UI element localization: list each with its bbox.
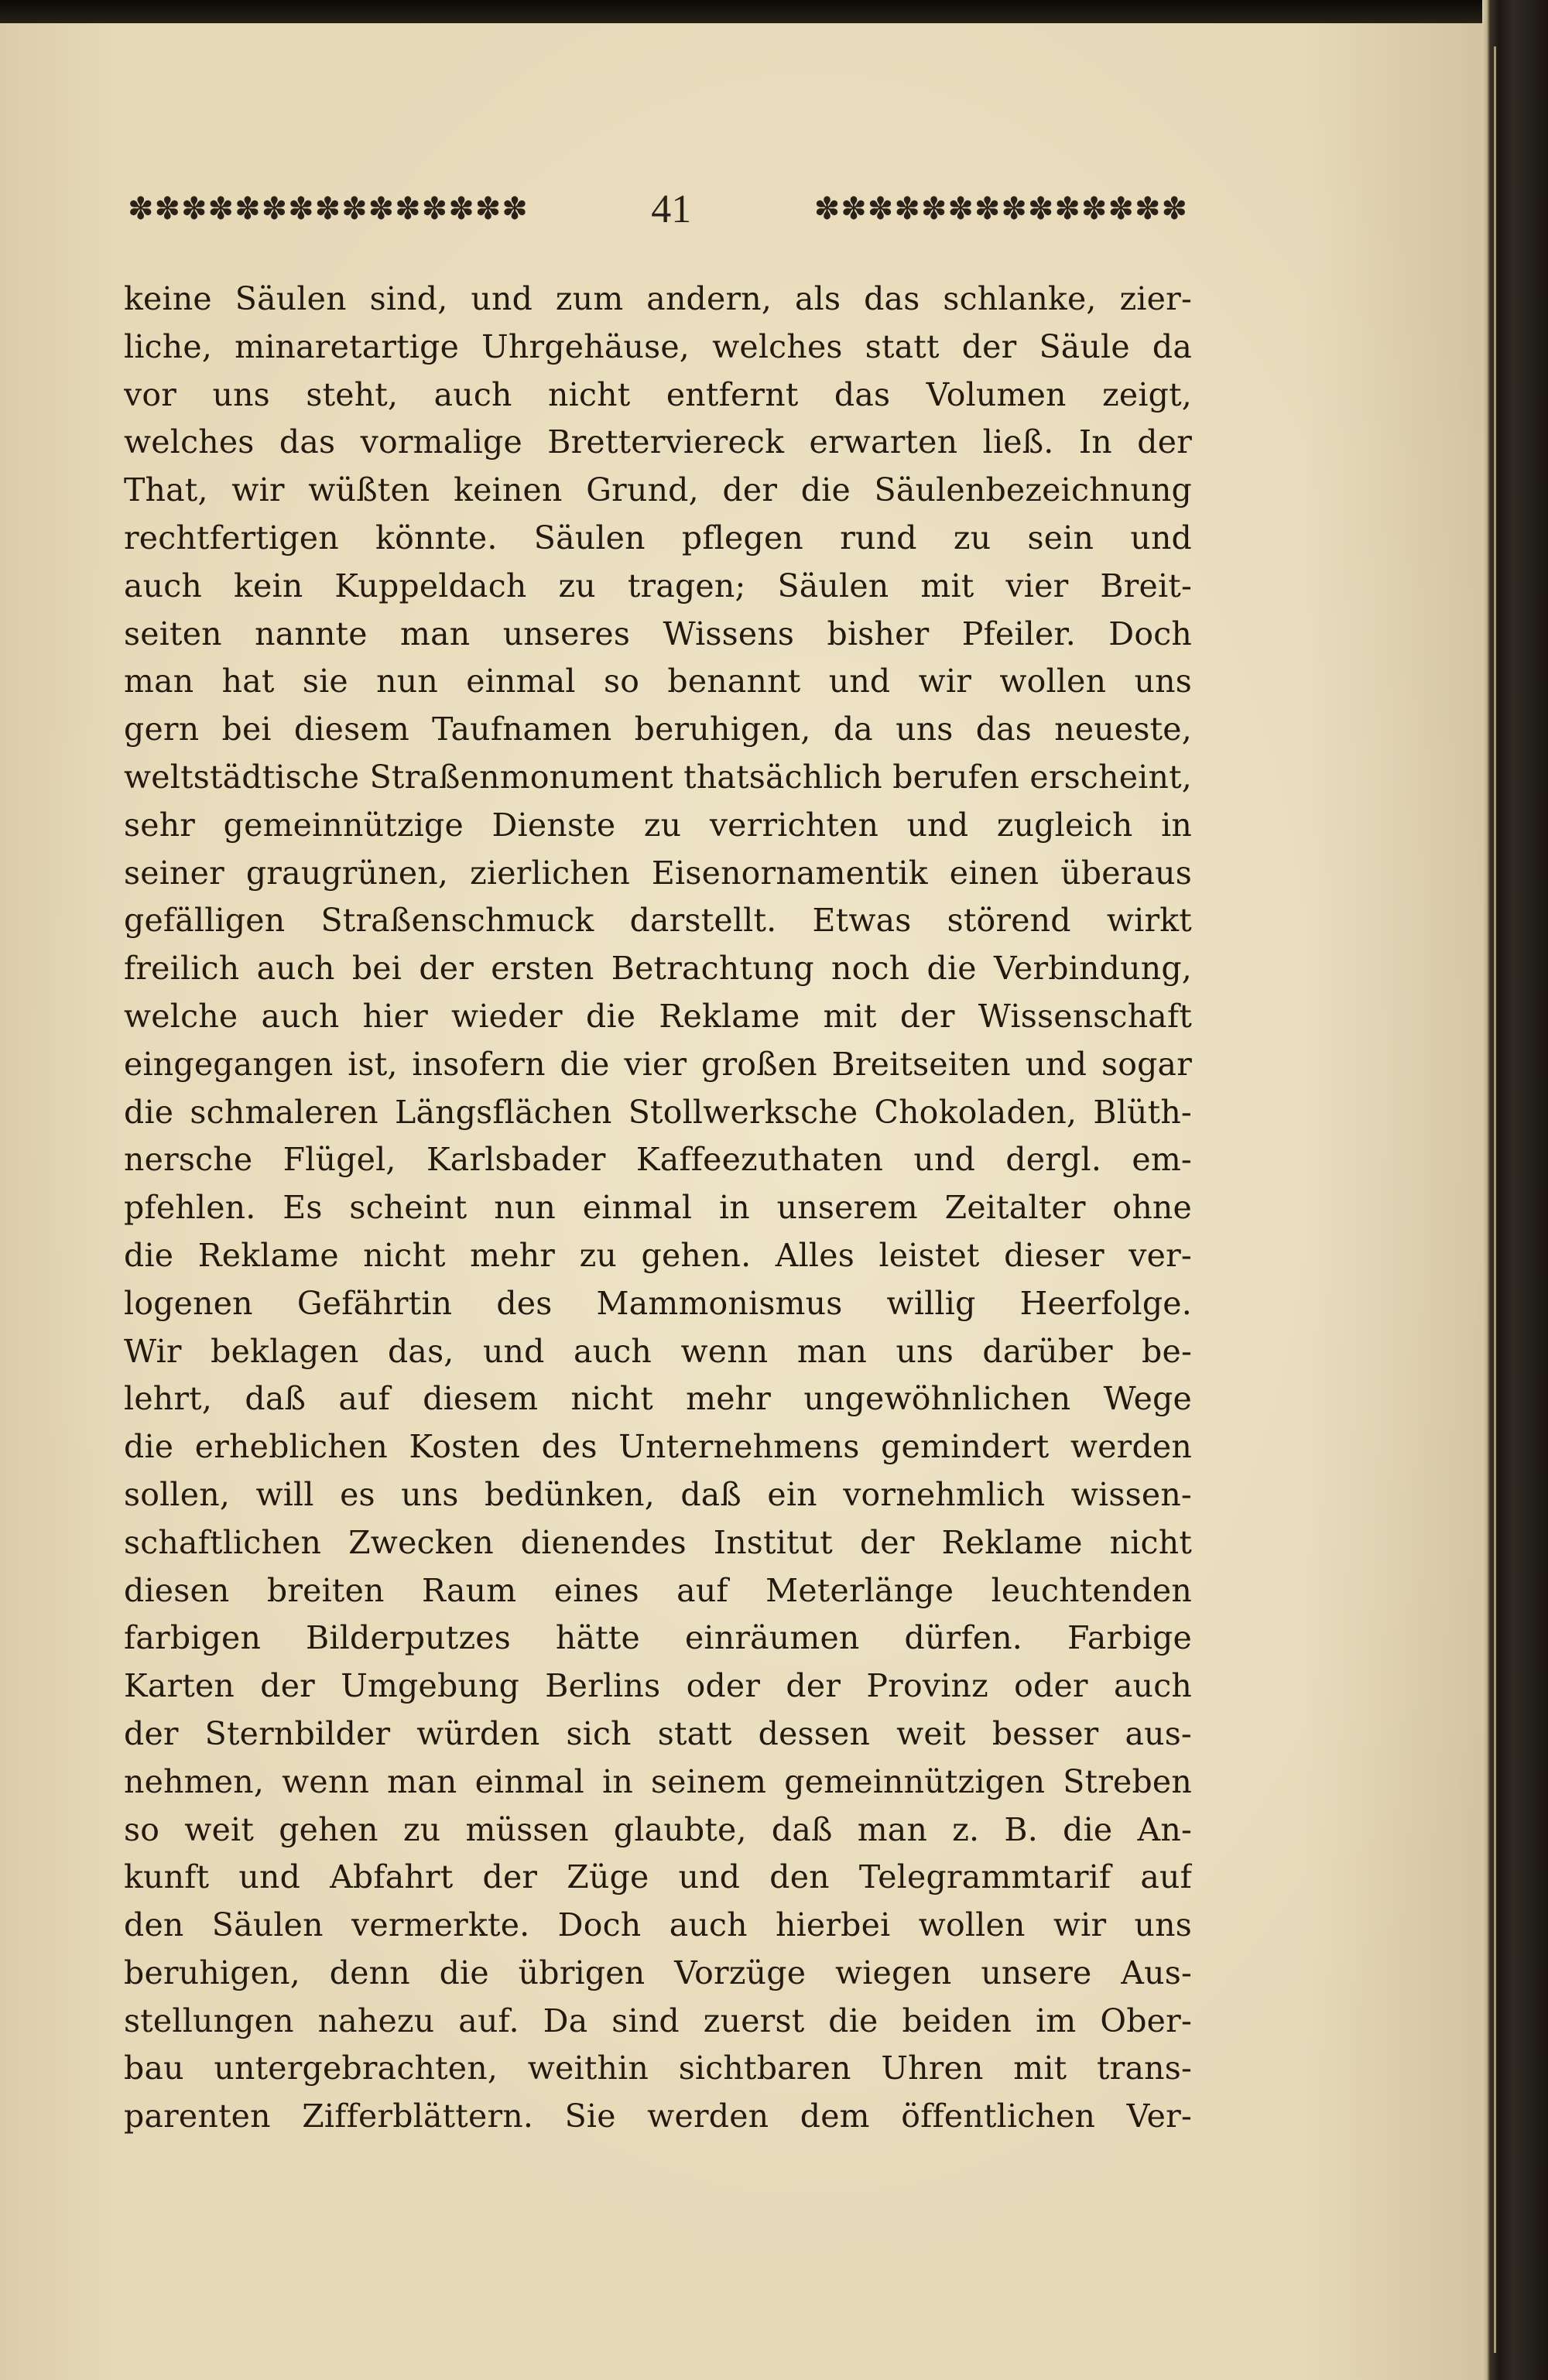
text-line-37: stellungen nahezu auf. Da sind zuerst die beiden im Ober- xyxy=(124,2002,1192,2039)
text-line-24: lehrt, daß auf diesem nicht mehr ungewöhnlichen Wege xyxy=(124,1380,1192,1418)
page-number: 41 xyxy=(651,187,692,231)
text-line-31: der Sternbilder würden sich statt dessen weit besser aus- xyxy=(124,1714,1192,1752)
text-line-27: schaftlichen Zwecken dienendes Institut der Reklame nicht xyxy=(124,1523,1192,1561)
text-line-13: seiner graugrünen, zierlichen Eisenornamentik einen überaus xyxy=(124,854,1192,892)
text-line-18: die schmaleren Längsflächen Stollwerksche Chokoladen, Blüth- xyxy=(124,1093,1192,1131)
header-ornament-left: ✽✽✽✽✽✽✽✽✽✽✽✽✽✽✽ xyxy=(128,191,529,227)
text-line-9: man hat sie nun einmal so benannt und wir wollen uns xyxy=(124,663,1192,700)
text-line-28: diesen breiten Raum eines auf Meterlänge leuchtenden xyxy=(124,1571,1192,1609)
text-line-34: kunft und Abfahrt der Züge und den Telegrammtarif auf xyxy=(124,1858,1192,1896)
text-line-30: Karten der Umgebung Berlins oder der Provinz oder auch xyxy=(124,1667,1192,1705)
text-line-26: sollen, will es uns bedünken, daß ein vornehmlich wissen- xyxy=(124,1475,1192,1513)
text-line-11: weltstädtische Straßenmonument thatsächlich berufen erscheint, xyxy=(124,758,1192,796)
text-line-5: That, wir wüßten keinen Grund, der die Säulenbezeichnung xyxy=(124,471,1192,509)
text-line-1: keine Säulen sind, und zum andern, als das schlanke, zier- xyxy=(124,280,1192,317)
text-line-15: freilich auch bei der ersten Betrachtung noch die Verbindung, xyxy=(124,950,1192,988)
text-line-20: pfehlen. Es scheint nun einmal in unserem Zeitalter ohne xyxy=(124,1189,1192,1227)
text-line-32: nehmen, wenn man einmal in seinem gemeinnützigen Streben xyxy=(124,1762,1192,1800)
text-line-3: vor uns steht, auch nicht entfernt das Volumen zeigt, xyxy=(124,375,1192,413)
text-line-23: Wir beklagen das, und auch wenn man uns darüber be- xyxy=(124,1332,1192,1370)
text-line-39: parenten Zifferblättern. Sie werden dem öffentlichen Ver- xyxy=(124,2097,1192,2135)
text-line-35: den Säulen vermerkte. Doch auch hierbei wollen wir uns xyxy=(124,1906,1192,1944)
text-line-14: gefälligen Straßenschmuck darstellt. Etwas störend wirkt xyxy=(124,902,1192,940)
text-line-10: gern bei diesem Taufnamen beruhigen, da uns das neueste, xyxy=(124,711,1192,748)
text-line-38: bau untergebrachten, weithin sichtbaren Uhren mit trans- xyxy=(124,2050,1192,2087)
text-line-19: nersche Flügel, Karlsbader Kaffeezuthaten und dergl. em- xyxy=(124,1141,1192,1179)
page-header xyxy=(128,182,1188,236)
text-line-12: sehr gemeinnützige Dienste zu verrichten und zugleich in xyxy=(124,806,1192,844)
gutter-line xyxy=(1494,46,1496,2353)
text-line-16: welche auch hier wieder die Reklame mit der Wissenschaft xyxy=(124,997,1192,1035)
scan-top-edge xyxy=(0,0,1482,26)
text-line-6: rechtfertigen könnte. Säulen pflegen rund zu sein und xyxy=(124,519,1192,556)
header-ornament-right: ✽✽✽✽✽✽✽✽✽✽✽✽✽✽ xyxy=(813,191,1188,227)
text-line-33: so weit gehen zu müssen glaubte, daß man z. B. die An- xyxy=(124,1810,1192,1848)
text-line-36: beruhigen, denn die übrigen Vorzüge wiegen unsere Aus- xyxy=(124,1954,1192,1991)
book-gutter xyxy=(1482,0,1548,2380)
text-line-21: die Reklame nicht mehr zu gehen. Alles leistet dieser ver- xyxy=(124,1236,1192,1274)
text-line-2: liche, minaretartige Uhrgehäuse, welches statt der Säule da xyxy=(124,327,1192,365)
body-text xyxy=(124,276,1192,2141)
text-line-25: die erheblichen Kosten des Unternehmens gemindert werden xyxy=(124,1428,1192,1466)
text-line-22: logenen Gefährtin des Mammonismus willig Heerfolge. xyxy=(124,1284,1192,1322)
text-line-8: seiten nannte man unseres Wissens bisher Pfeiler. Doch xyxy=(124,615,1192,652)
text-line-29: farbigen Bilderputzes hätte einräumen dürfen. Farbige xyxy=(124,1619,1192,1657)
text-line-4: welches das vormalige Bretterviereck erwarten ließ. In der xyxy=(124,423,1192,461)
text-line-17: eingegangen ist, insofern die vier großen Breitseiten und sogar xyxy=(124,1045,1192,1083)
text-line-7: auch kein Kuppeldach zu tragen; Säulen mit vier Breit- xyxy=(124,567,1192,604)
